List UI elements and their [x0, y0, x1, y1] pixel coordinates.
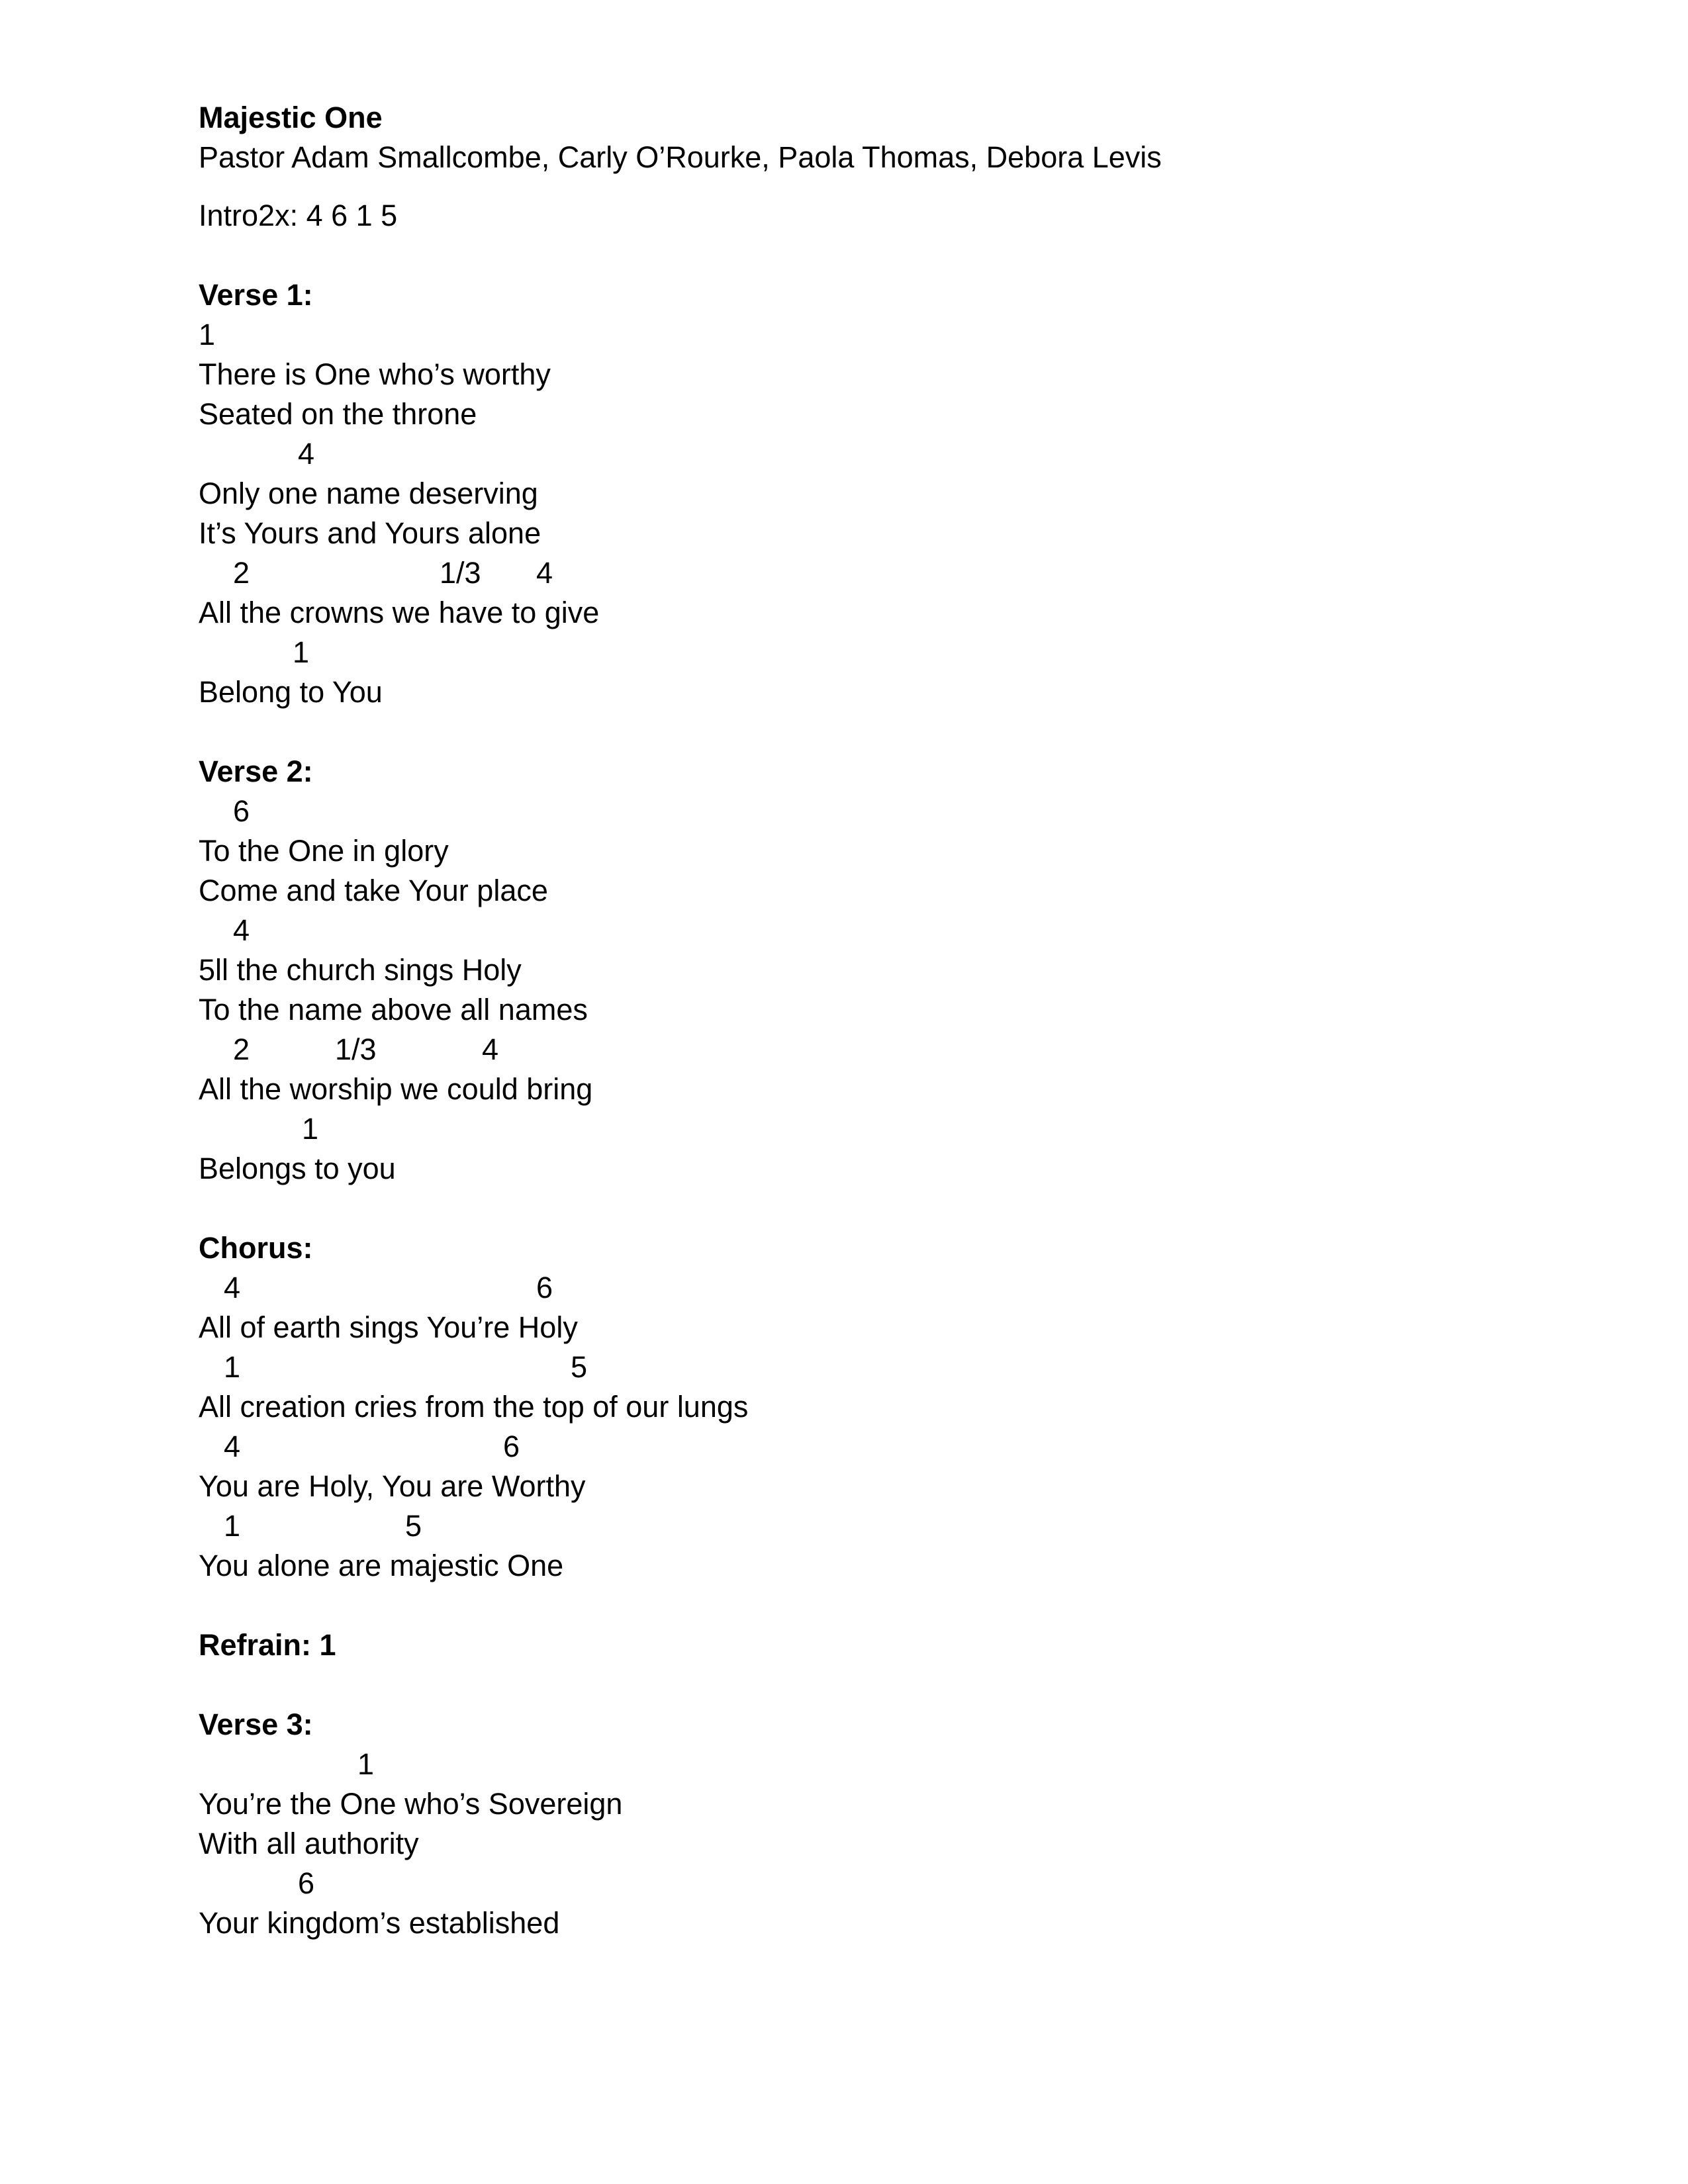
- chord-line: [199, 1427, 1523, 1467]
- chord: 5: [571, 1350, 588, 1384]
- chorus-heading: Chorus:: [199, 1231, 313, 1265]
- chord: 4: [298, 437, 315, 471]
- chord: 1: [302, 1112, 319, 1146]
- chord-line: [199, 434, 1523, 474]
- lyric-line: Your kingdom’s established: [199, 1906, 560, 1940]
- chord: 1/3: [335, 1032, 377, 1066]
- chord: 1: [224, 1350, 241, 1384]
- lyric-line: There is One who’s worthy: [199, 357, 551, 391]
- lyric-line: With all authority: [199, 1827, 419, 1860]
- lyric-line: All the worship we could bring: [199, 1072, 593, 1106]
- lyric-line: All the crowns we have to give: [199, 596, 600, 629]
- chord-line: [199, 315, 1523, 355]
- chord-line: [199, 1745, 1523, 1784]
- chord: 1: [293, 635, 310, 669]
- chord: 2: [233, 1032, 250, 1066]
- chord: 1: [357, 1747, 375, 1781]
- intro-line: Intro2x: 4 6 1 5: [199, 199, 398, 232]
- lyric-line: To the name above all names: [199, 993, 588, 1026]
- chord: 5: [405, 1509, 422, 1543]
- chord: 6: [233, 794, 250, 828]
- chord-line: [199, 1864, 1523, 1903]
- chord: 6: [536, 1271, 553, 1304]
- lyric-line: Belongs to you: [199, 1152, 396, 1185]
- chord-line: [199, 1109, 1523, 1149]
- lyric-line: All creation cries from the top of our lungs: [199, 1390, 749, 1424]
- lyric-line: Seated on the throne: [199, 397, 477, 431]
- lyric-line: 5ll the church sings Holy: [199, 953, 522, 987]
- lyric-line: You’re the One who’s Sovereign: [199, 1787, 623, 1821]
- chord: 6: [298, 1866, 315, 1900]
- chord-line: [199, 1347, 1523, 1387]
- song-authors: Pastor Adam Smallcombe, Carly O’Rourke, Paola Thomas, Debora Levis: [199, 140, 1162, 174]
- chord: 1: [199, 318, 216, 351]
- chord-line: [199, 911, 1523, 950]
- lyric-line: Belong to You: [199, 675, 383, 709]
- lyric-line: You alone are majestic One: [199, 1549, 564, 1582]
- chord: 1/3: [440, 556, 481, 590]
- song-title: Majestic One: [199, 101, 383, 134]
- verse-2-heading: Verse 2:: [199, 754, 313, 788]
- verse-1-heading: Verse 1:: [199, 278, 313, 312]
- chord: 4: [482, 1032, 499, 1066]
- song-sheet: [199, 98, 1523, 1943]
- refrain-heading: Refrain: 1: [199, 1628, 336, 1662]
- verse-3-heading: Verse 3:: [199, 1707, 313, 1741]
- chord: 6: [503, 1430, 520, 1463]
- chord: 2: [233, 556, 250, 590]
- chord-line: [199, 1506, 1523, 1546]
- lyric-line: Come and take Your place: [199, 874, 548, 907]
- chord: 4: [233, 913, 250, 947]
- lyric-line: To the One in glory: [199, 834, 449, 868]
- chord-line: [199, 1030, 1523, 1069]
- chord: 1: [224, 1509, 241, 1543]
- lyric-line: Only one name deserving: [199, 477, 538, 510]
- chord: 4: [536, 556, 553, 590]
- lyric-line: You are Holy, You are Worthy: [199, 1469, 586, 1503]
- chord: 4: [224, 1271, 241, 1304]
- lyric-line: All of earth sings You’re Holy: [199, 1310, 578, 1344]
- chord: 4: [224, 1430, 241, 1463]
- chord-line: [199, 553, 1523, 593]
- chord-line: [199, 792, 1523, 831]
- chord-line: [199, 633, 1523, 672]
- chord-line: [199, 1268, 1523, 1308]
- lyric-line: It’s Yours and Yours alone: [199, 516, 541, 550]
